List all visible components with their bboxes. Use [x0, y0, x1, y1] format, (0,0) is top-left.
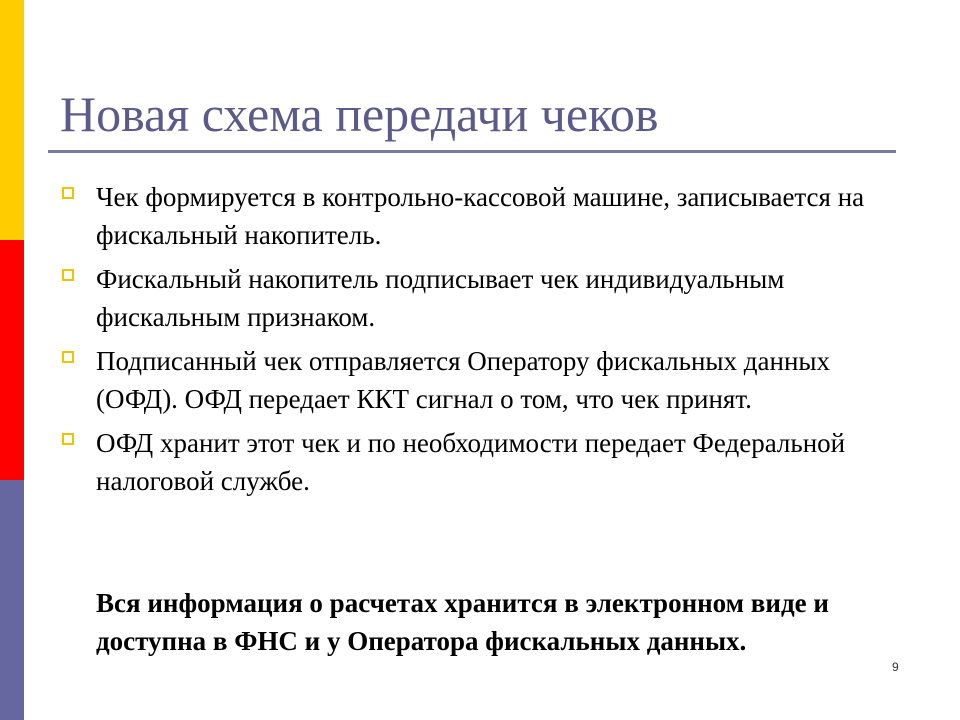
bullet-list	[60, 178, 880, 506]
side-stripe-yellow	[0, 0, 24, 240]
bullet-item	[60, 424, 880, 500]
bullet-item	[60, 178, 880, 254]
square-bullet-icon	[62, 433, 74, 445]
side-stripe-red	[0, 240, 24, 480]
conclusion-text: Вся информация о расчетах хранится в электронном виде и доступна в ФНС и у Оператора фискальных данных.	[96, 588, 829, 656]
bullet-text: Подписанный чек отправляется Оператору фискальных данных (ОФД). ОФД передает ККТ сигнал о том, что чек принят.	[96, 346, 831, 414]
bullet-text: ОФД хранит этот чек и по необходимости передает Федеральной налоговой службе.	[96, 428, 846, 496]
page-number: 9	[892, 660, 899, 674]
side-stripe-blue	[0, 480, 24, 720]
bullet-item	[60, 260, 880, 336]
bullet-item	[60, 342, 880, 418]
square-bullet-icon	[62, 269, 74, 281]
bullet-text: Фискальный накопитель подписывает чек индивидуальным фискальным признаком.	[96, 264, 785, 332]
title-underline	[48, 150, 896, 153]
bullet-text: Чек формируется в контрольно-кассовой машине, записывается на фискальный накопитель.	[96, 182, 865, 250]
square-bullet-icon	[62, 187, 74, 199]
square-bullet-icon	[62, 351, 74, 363]
slide-title: Новая схема передачи чеков	[60, 86, 659, 142]
